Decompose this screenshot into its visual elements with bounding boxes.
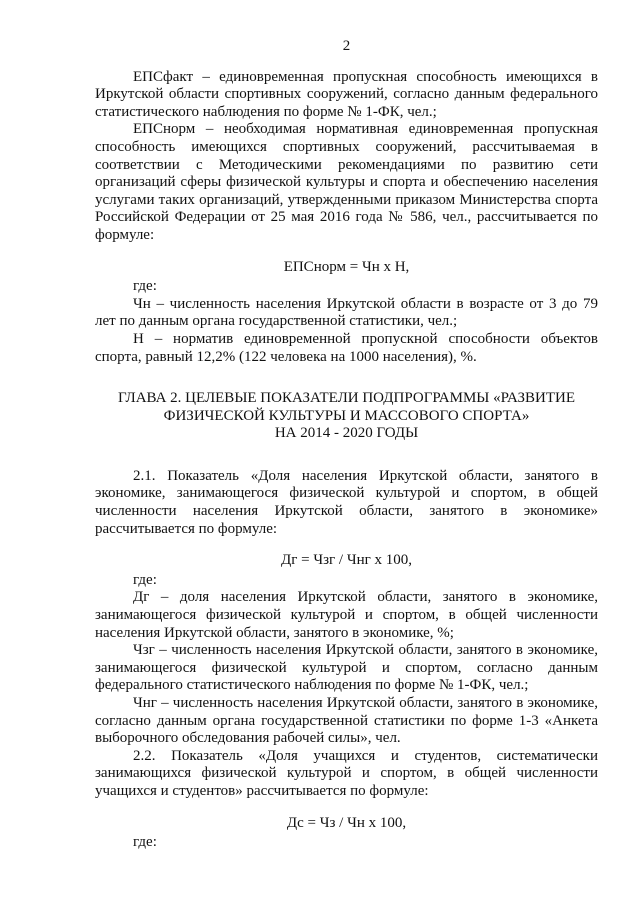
formula-eps-norm: ЕПСнорм = Чн х Н, <box>283 258 410 275</box>
formula-ds: Дс = Чз / Чн х 100, <box>286 814 407 831</box>
chapter-heading-line: ГЛАВА 2. ЦЕЛЕВЫЕ ПОКАЗАТЕЛИ ПОДПРОГРАММЫ «РАЗВИТИЕ <box>117 390 576 407</box>
chapter-heading <box>95 390 598 443</box>
page-number: 2 <box>342 38 351 54</box>
document-page <box>95 38 598 852</box>
paragraph-2-2: 2.2. Показатель «Доля учащихся и студентов, систематически занимающихся физической культурой и спортом, в общей численности учащихся и студентов» рассчитывается по формуле: <box>95 747 598 799</box>
chapter-heading-line: ФИЗИЧЕСКОЙ КУЛЬТУРЫ И МАССОВОГО СПОРТА» <box>163 407 530 424</box>
definition-n: Н – норматив единовременной пропускной способности объектов спорта, равный 12,2% (122 человека на 1000 населения), %. <box>95 330 598 365</box>
where-label: где: <box>133 834 157 851</box>
where-label: где: <box>133 278 157 295</box>
definition-ch-ng: Чнг – численность населения Иркутской области, занятого в экономике, согласно данным органа государственной статистики по форме 1-3 «Анкета выборочного обследования рабочей силы», чел. <box>95 695 598 747</box>
paragraph-2-1: 2.1. Показатель «Доля населения Иркутской области, занятого в экономике, занимающегося физической культурой и спортом, в общей численности населения Иркутской области, занятого в экономике» рассчитывается по формуле: <box>95 467 598 537</box>
definition-eps-norm: ЕПСнорм – необходимая нормативная единовременная пропускная способность имеющихся спортивных сооружений, рассчитываемая в соответствии с Методическими рекомендациями по развитию сети организаций сферы физической культуры и спорта и обеспечению населения услугами таких организаций, утвержденными приказом Министерства спорта Российской Федерации от 25 мая 2016 года № 586, чел., рассчитывается по формуле: <box>95 121 598 243</box>
where-label: где: <box>133 571 157 588</box>
formula-dg: Дг = Чзг / Чнг х 100, <box>280 552 412 569</box>
definition-ch-zg: Чзг – численность населения Иркутской области, занятого в экономике, занимающегося физической культурой и спортом, согласно данным федерального статистического наблюдения по форме № 1-ФК, чел.; <box>95 642 598 694</box>
definition-dg: Дг – доля населения Иркутской области, занятого в экономике, занимающегося физической культурой и спортом, в общей численности населения Иркутской области, занятого в экономике, %; <box>95 589 598 641</box>
definition-eps-fact: ЕПСфакт – единовременная пропускная способность имеющихся в Иркутской области спортивных сооружений, согласно данным федерального статистического наблюдения по форме № 1-ФК, чел.; <box>95 68 598 120</box>
definition-ch-n: Чн – численность населения Иркутской области в возрасте от 3 до 79 лет по данным органа государственной статистики, чел.; <box>95 295 598 330</box>
chapter-heading-line: НА 2014 - 2020 ГОДЫ <box>274 425 419 442</box>
